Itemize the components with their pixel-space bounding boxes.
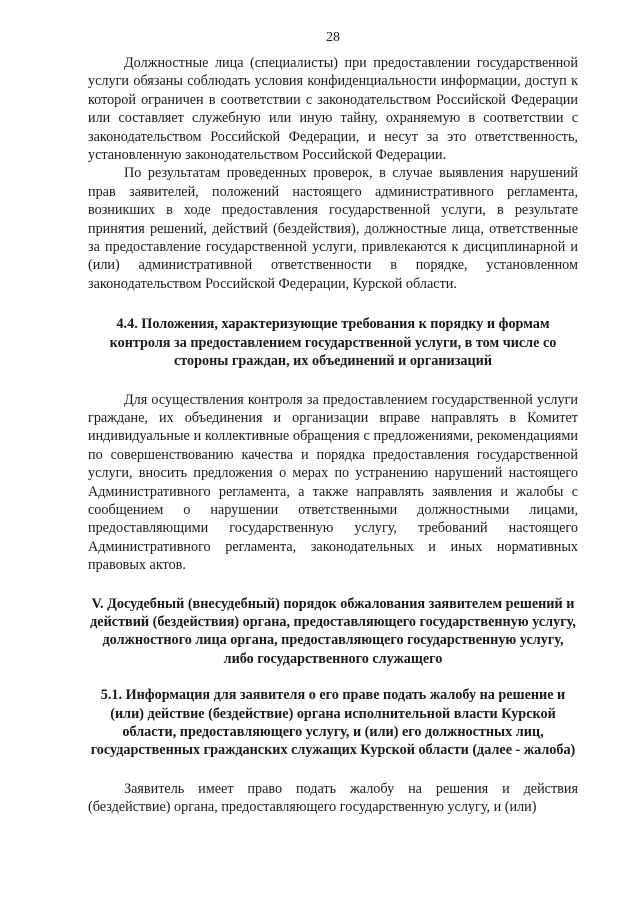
page-number: 28 [326,30,340,45]
paragraph-citizen-control: Для осуществления контроля за предоставлением государственной услуги граждане, их объединения и организации вправе направлять в Комитет индивидуальные и коллективные обращения с предложениями, рекомендациями по совершенствованию качества и порядка предоставления государственной услуги, вносить предложения о мерах по устранению нарушений настоящего Административного регламента, а также направлять заявления и жалобы с сообщением о нарушении ответственными должностными лицами, предоставляющими государственную услугу, требований настоящего Административного регламента, законодательных и иных нормативных правовых актов. [88,391,578,574]
section-heading-v: V. Досудебный (внесудебный) порядок обжалования заявителем решений и действий (бездействия) органа, предоставляющего государственную услугу, должностного лица органа, предоставляющего государственную услугу, либо государственного служащего [90,595,576,667]
document-page [88,30,578,817]
paragraph-complaint-right: Заявитель имеет право подать жалобу на решения и действия (бездействие) органа, предоставляющего государственную услугу, и (или) [88,780,578,816]
paragraph-inspection-results: По результатам проведенных проверок, в случае выявления нарушений прав заявителей, положений настоящего административного регламента, возникших в ходе предоставления государственной услуги, в результате принятия решений, действий (бездействия), должностные лица, ответственные за предоставление государственной услуги, привлекаются к дисциплинарной и (или) административной ответственности в порядке, установленном законодательством Российской Федерации, Курской области. [88,165,578,292]
section-heading-4-4: 4.4. Положения, характеризующие требования к порядку и формам контроля за предоставлением государственной услуги, в том числе со стороны граждан, их объединений и организаций [109,316,557,370]
paragraph-confidentiality: Должностные лица (специалисты) при предоставлении государственной услуги обязаны соблюдать условия конфиденциальности информации, доступ к которой ограничен в соответствии с законодательством Российской Федерации или составляет служебную или иную тайну, охраняемую в соответствии с законодательством Российской Федерации, и несут за это ответственность, установленную законодательством Российской Федерации. [88,55,578,164]
section-heading-5-1: 5.1. Информация для заявителя о его праве подать жалобу на решение и (или) действие (бездействие) органа исполнительной власти Курской области, предоставляющего услугу, и (или) его должностных лиц, государственных гражданских служащих Курской области (далее - жалоба) [90,687,576,759]
